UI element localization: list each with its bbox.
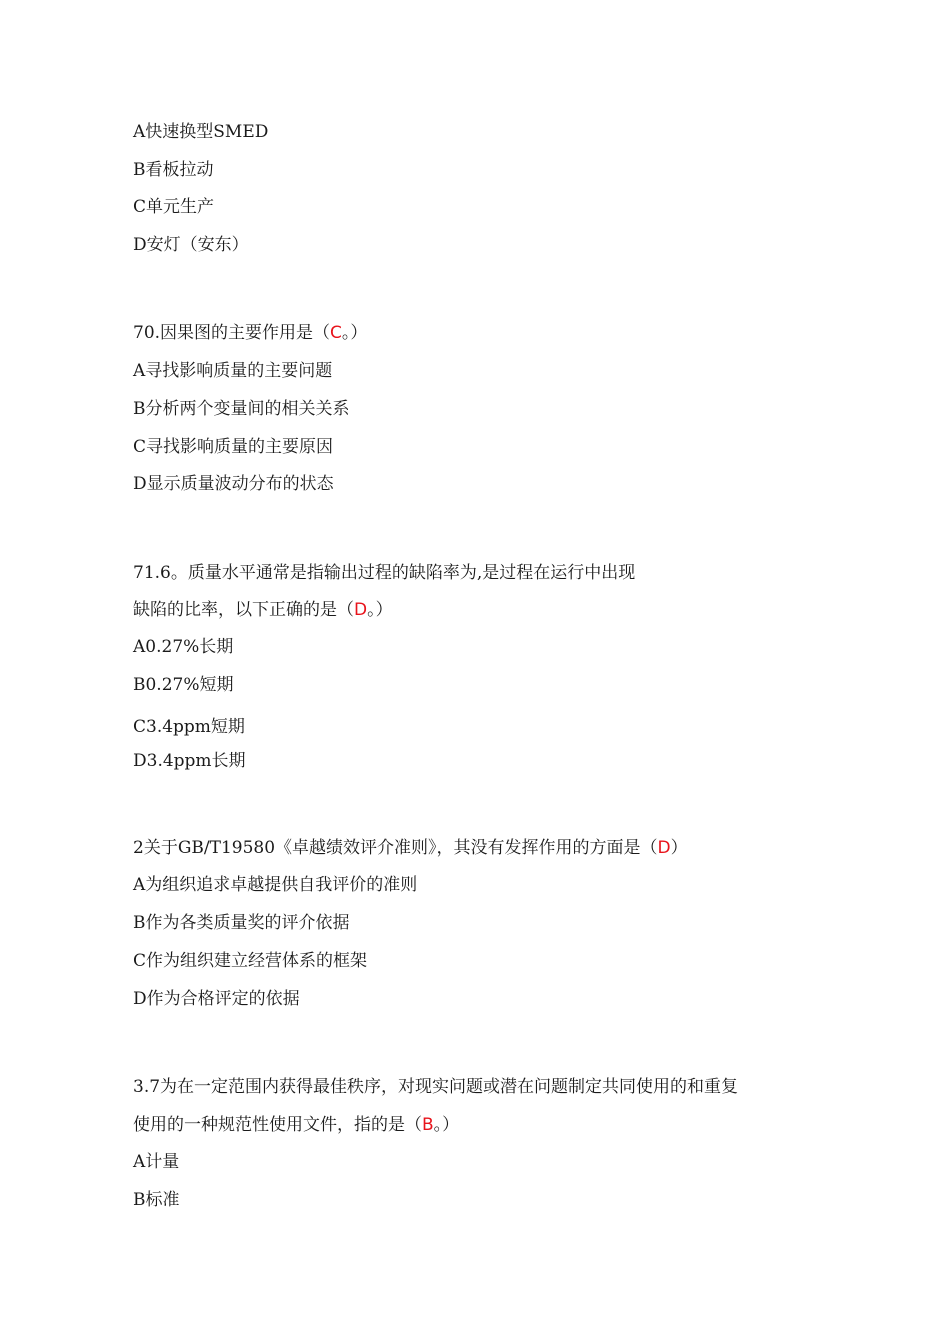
question-3-answer: B: [422, 1115, 434, 1135]
question-2-option-b: B作为各类质量奖的评介依据: [133, 913, 350, 933]
option-c: C单元生产: [133, 197, 215, 217]
question-70-stem-text: 70.因果图的主要作用是（: [133, 323, 331, 343]
question-70-option-b: B分析两个变量间的相关关系: [133, 399, 350, 419]
question-2-option-a: A为组织追求卓越提供自我评价的准则: [133, 875, 418, 895]
question-71-option-b: B0.27%短期: [133, 675, 234, 695]
question-71-option-c: C3.4ppm短期: [133, 717, 245, 737]
question-70-stem: [133, 322, 367, 344]
question-71-answer: D: [354, 600, 368, 620]
question-71-option-d: D3.4ppm长期: [133, 751, 246, 771]
option-d: D安灯（安东）: [133, 235, 249, 255]
question-2-option-d: D作为合格评定的依据: [133, 989, 300, 1009]
question-71-stem-text: 缺陷的比率，以下正确的是（: [133, 600, 354, 620]
question-71-option-a: A0.27%长期: [133, 637, 234, 657]
question-3-stem-line2: [133, 1114, 459, 1136]
question-2-answer: D: [657, 838, 671, 858]
question-71-stem-line2: [133, 599, 393, 621]
question-70-answer: C: [330, 323, 342, 343]
question-2-option-c: C作为组织建立经营体系的框架: [133, 951, 368, 971]
question-70-option-d: D显示质量波动分布的状态: [133, 474, 334, 494]
question-71-stem-end: 。）: [367, 600, 393, 620]
question-3-option-a: A计量: [133, 1152, 180, 1172]
question-70-option-a: A寻找影响质量的主要问题: [133, 361, 333, 381]
question-71-stem-line1: 71.6。质量水平通常是指输出过程的缺陷率为,是过程在运行中出现: [133, 563, 636, 583]
question-3-stem-end: 。）: [433, 1115, 460, 1135]
question-2-stem-end: ）: [670, 838, 688, 858]
question-70-option-c: C寻找影响质量的主要原因: [133, 437, 334, 457]
question-70-stem-end: 。）: [341, 323, 368, 343]
question-3-stem-line1: 3.7为在一定范围内获得最佳秩序，对现实问题或潜在问题制定共同使用的和重复: [133, 1077, 739, 1097]
question-3-stem-text: 使用的一种规范性使用文件，指的是（: [133, 1115, 422, 1135]
question-3-option-b: B标准: [133, 1190, 180, 1210]
option-a: A快速换型SMED: [133, 122, 269, 142]
question-2-stem: [133, 837, 688, 859]
question-2-stem-text: 2关于GB/T19580《卓越绩效评介准则》，其没有发挥作用的方面是（: [133, 838, 658, 858]
option-b: B看板拉动: [133, 160, 214, 180]
